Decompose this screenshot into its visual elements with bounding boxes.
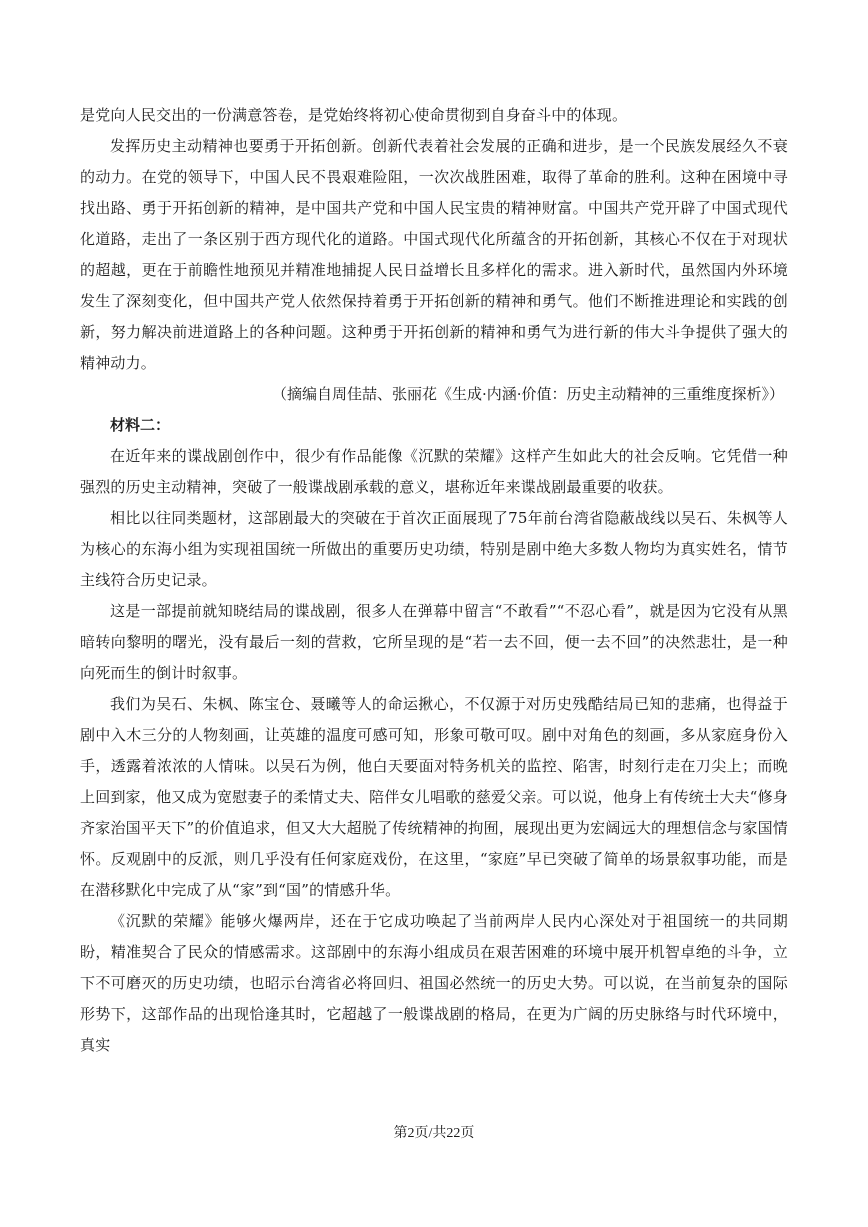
paragraph-2: 发挥历史主动精神也要勇于开拓创新。创新代表着社会发展的正确和进步，是一个民族发展经久不衰的动力。在党的领导下，中国人民不畏艰难险阻，一次次战胜困难，取得了革命的胜利。这种在困境中寻找出路、勇于开拓创新的精神，是中国共产党和中国人民宝贵的精神财富。中国共产党开辟了中国式现代化道路，走出了一条区别于西方现代化的道路。中国式现代化所蕴含的开拓创新，其核心不仅在于对现状的超越，更在于前瞻性地预见并精准地捕捉人民日益增长且多样化的需求。进入新时代，虽然国内外环境发生了深刻变化，但中国共产党人依然保持着勇于开拓创新的精神和勇气。他们不断推进理论和实践的创新，努力解决前进道路上的各种问题。这种勇于开拓创新的精神和勇气为进行新的伟大斗争提供了强大的精神动力。	[80, 137, 788, 372]
paragraph-3: 在近年来的谍战剧创作中，很少有作品能像《沉默的荣耀》这样产生如此大的社会反响。它凭借一种强烈的历史主动精神，突破了一般谍战剧承载的意义，堪称近年来谍战剧最重要的收获。	[80, 447, 788, 496]
paragraph-5: 这是一部提前就知晓结局的谍战剧，很多人在弹幕中留言“不敢看”“不忍心看”，就是因为它没有从黑暗转向黎明的曙光，没有最后一刻的营救，它所呈现的是“若一去不回，便一去不回”的决然悲壮，是一种向死而生的倒计时叙事。	[80, 602, 788, 682]
source-citation: （摘编自周佳喆、张丽花《生成·内涵·价值：历史主动精神的三重维度探析》）	[271, 385, 784, 403]
paragraph-4: 相比以往同类题材，这部剧最大的突破在于首次正面展现了75年前台湾省隐蔽战线以吴石、朱枫等人为核心的东海小组为实现祖国统一所做出的重要历史功绩，特别是剧中绝大多数人物均为真实姓名，情节主线符合历史记录。	[80, 509, 788, 589]
section-heading-material-2: 材料二：	[110, 416, 171, 434]
paragraph-6: 我们为吴石、朱枫、陈宝仓、聂曦等人的命运揪心，不仅源于对历史残酷结局已知的悲痛，也得益于剧中入木三分的人物刻画，让英雄的温度可感可知，形象可敬可叹。剧中对角色的刻画，多从家庭身份入手，透露着浓浓的人情味。以吴石为例，他白天要面对特务机关的监控、陷害，时刻行走在刀尖上；而晚上回到家，他又成为宽慰妻子的柔情丈夫、陪伴女儿唱歌的慈爱父亲。可以说，他身上有传统士大夫“修身齐家治国平天下”的价值追求，但又大大超脱了传统精神的拘囿，展现出更为宏阔远大的理想信念与家国情怀。反观剧中的反派，则几乎没有任何家庭戏份，在这里，“家庭”早已突破了简单的场景叙事功能，而是在潜移默化中完成了从“家”到“国”的情感升华。	[80, 695, 788, 899]
document-body	[80, 100, 788, 1061]
paragraph-7: 《沉默的荣耀》能够火爆两岸，还在于它成功唤起了当前两岸人民内心深处对于祖国统一的共同期盼，精准契合了民众的情感需求。这部剧中的东海小组成员在艰苦困难的环境中展开机智卓绝的斗争，立下不可磨灭的历史功绩，也昭示台湾省必将回归、祖国必然统一的历史大势。可以说，在当前复杂的国际形势下，这部作品的出现恰逢其时，它超越了一般谍战剧的格局，在更为广阔的历史脉络与时代环境中，真实	[80, 912, 788, 1054]
page-number: 第2页/共22页	[393, 1126, 475, 1141]
paragraph-1: 是党向人民交出的一份满意答卷，是党始终将初心使命贯彻到自身奋斗中的体现。	[80, 106, 628, 124]
